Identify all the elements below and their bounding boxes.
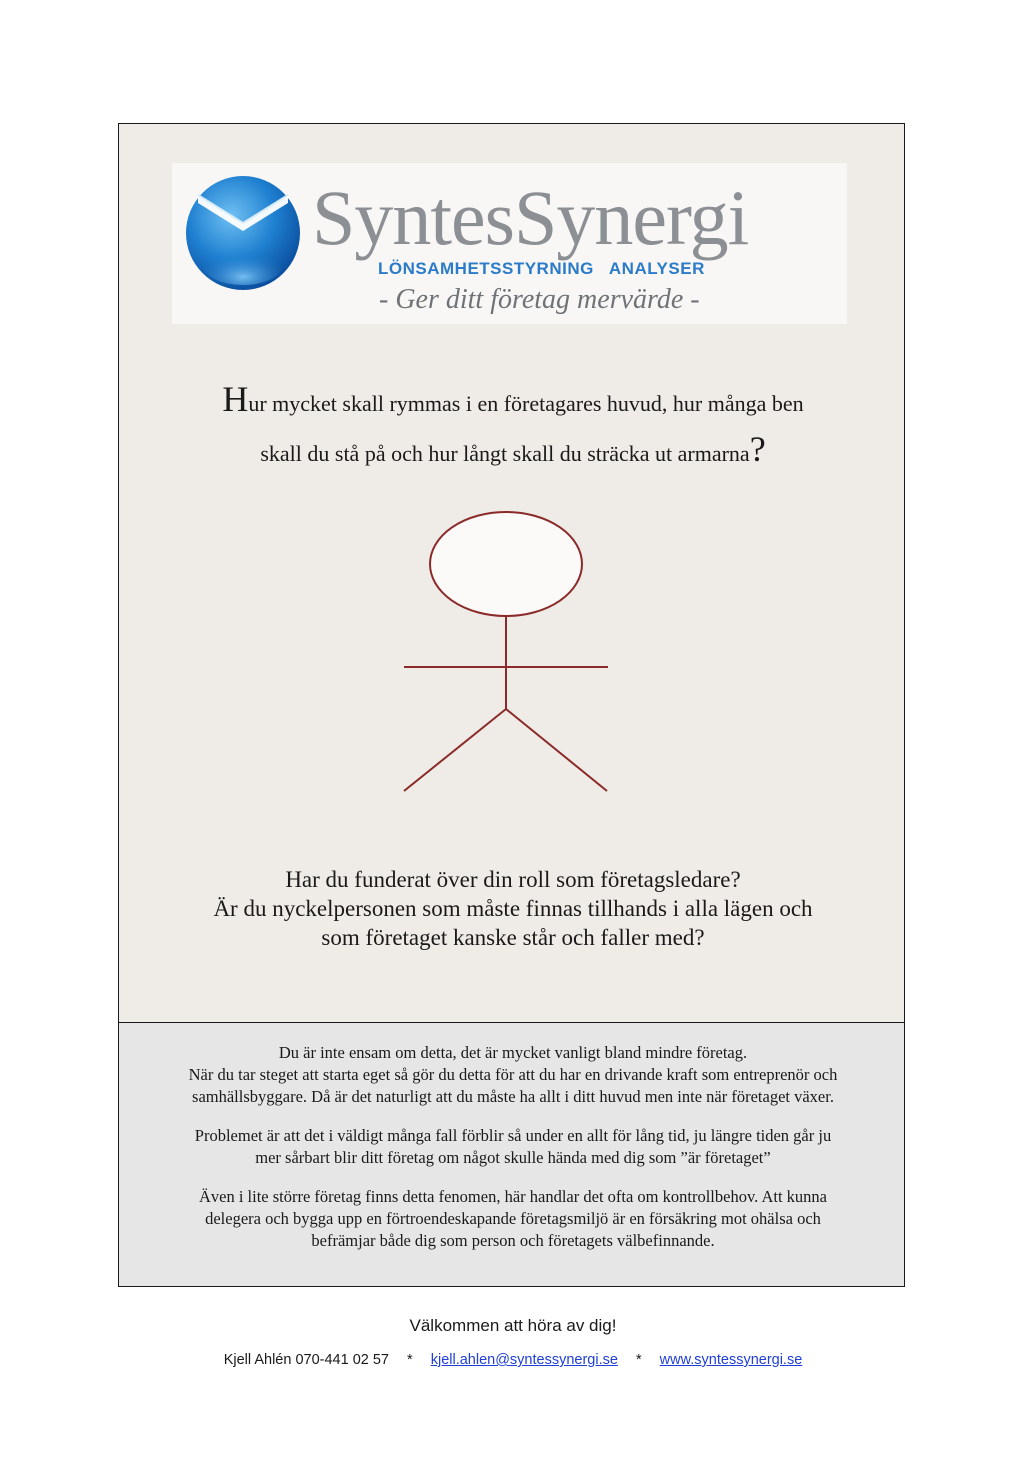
stick-figure-head (430, 512, 582, 616)
leadership-question-paragraph (130, 865, 896, 952)
info-line: befrämjar både dig som person och företagets välbefinnande. (311, 1231, 715, 1250)
question-line-2-text: skall du stå på och hur långt skall du sträcka ut armarna (260, 441, 750, 466)
info-line: mer sårbart blir ditt företag om något skulle hända med dig som ”är företaget” (255, 1148, 771, 1167)
info-line: Du är inte ensam om detta, det är mycket vanligt bland mindre företag. (278, 1043, 748, 1062)
stick-figure-right-leg (506, 709, 607, 791)
contact-separator: * (407, 1352, 413, 1368)
info-paragraph-3 (130, 1186, 896, 1252)
email-link[interactable]: kjell.ahlen@syntessynergi.se (430, 1352, 618, 1368)
logo-banner (172, 163, 847, 324)
info-line: Även i lite större företag finns detta fenomen, här handlar det ofta om kontrollbehov. Att kunna (198, 1187, 828, 1206)
question-line-1 (130, 378, 896, 420)
paragraph-line: Är du nyckelpersonen som måste finnas tillhands i alla lägen och (213, 896, 813, 921)
contact-name-phone: Kjell Ahlén 070-441 02 57 (223, 1352, 389, 1368)
info-line: delegera och bygga upp en förtroendeskapande företagsmiljö är en försäkring mot ohälsa och (205, 1209, 821, 1228)
paragraph-line: Har du funderat över din roll som företagsledare? (285, 867, 741, 892)
info-paragraph-2 (130, 1125, 896, 1169)
question-mark: ? (749, 429, 766, 469)
website-link[interactable]: www.syntessynergi.se (659, 1352, 803, 1368)
contact-separator: * (635, 1352, 642, 1368)
welcome-text: Välkommen att höra av dig! (409, 1316, 617, 1335)
info-line: Problemet är att det i väldigt många fall förblir så under en allt för lång tid, ju längre tiden går ju (194, 1126, 832, 1145)
info-paragraph-1 (130, 1042, 896, 1108)
question-initial: H (222, 379, 249, 419)
info-line: När du tar steget att starta eget så gör du detta för att du har en drivande kraft som entreprenör och (188, 1065, 838, 1084)
logo-tagline (378, 259, 705, 279)
paragraph-line: som företaget kanske står och faller med? (321, 925, 705, 950)
stick-figure-illustration (400, 510, 612, 798)
logo-tagline-right: ANALYSER (608, 259, 705, 278)
stick-figure-left-leg (404, 709, 506, 791)
contact-line (0, 1352, 1026, 1368)
logo-tagline-left: LÖNSAMHETSSTYRNING (378, 259, 594, 278)
question-line-1-text: ur mycket skall rymmas i en företagares huvud, hur många ben (248, 391, 804, 416)
question-line-2 (130, 428, 896, 470)
globe-envelope-logo-icon (184, 173, 302, 291)
logo-slogan: - Ger ditt företag mervärde - (379, 284, 700, 315)
company-name-logo-text: SyntesSynergi (312, 174, 749, 261)
info-line: samhällsbyggare. Då är det naturligt att du måste ha allt i ditt huvud men inte när företaget växer. (192, 1087, 834, 1106)
